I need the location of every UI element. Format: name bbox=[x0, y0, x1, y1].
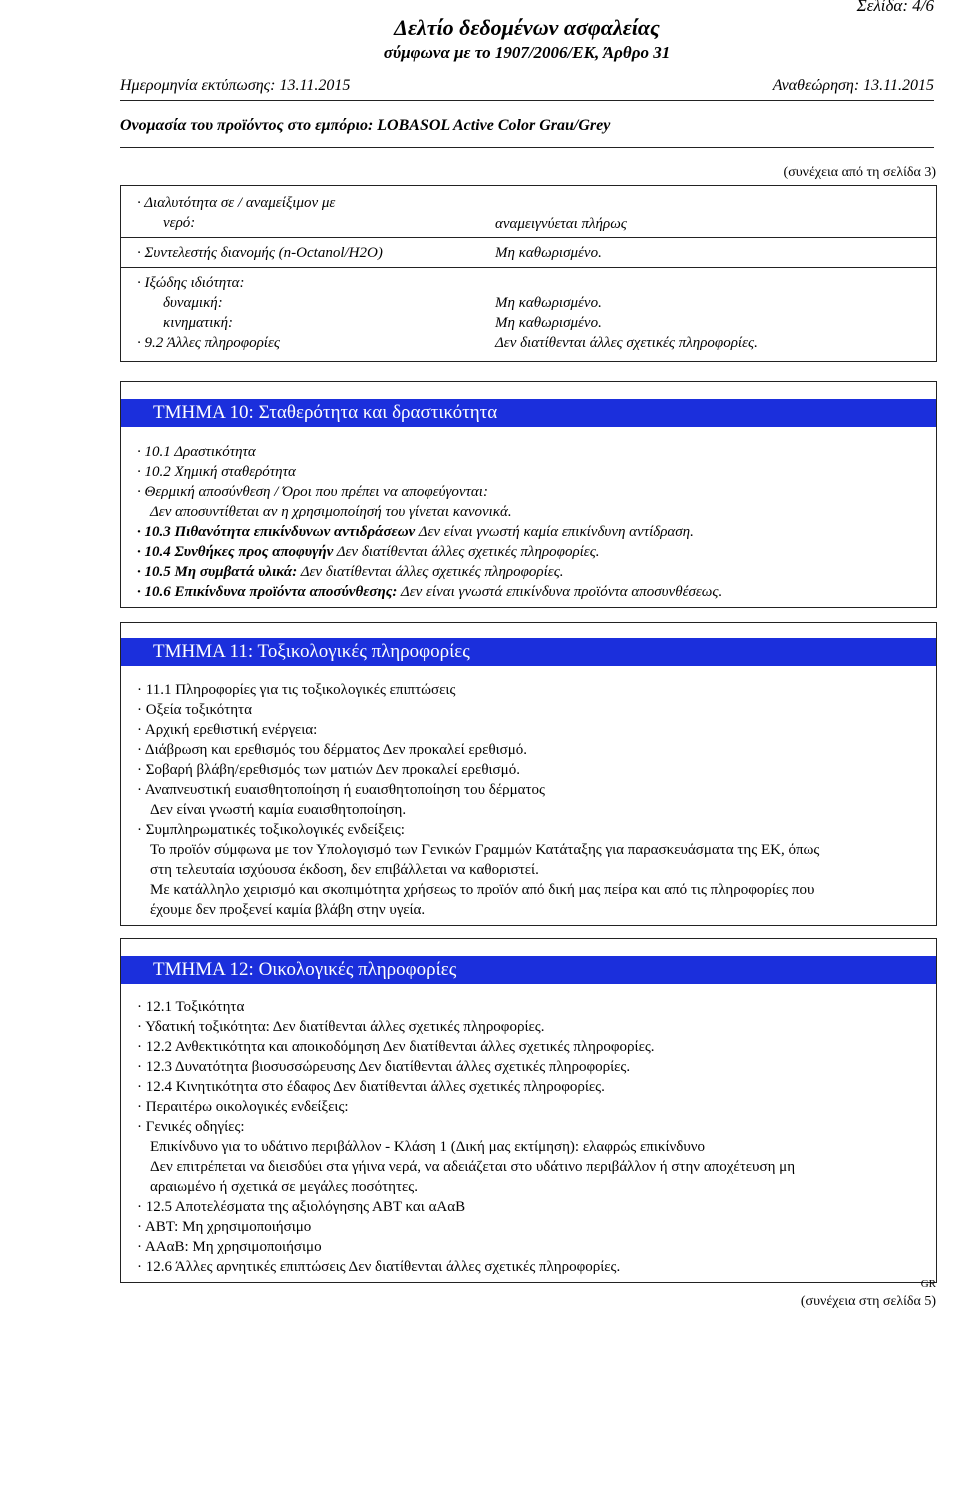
bioaccumulative-potential bbox=[137, 1057, 630, 1077]
value: Μη χρησιμοποιήσιμο bbox=[192, 1239, 322, 1255]
value: Δεν είναι γνωστή καμία επικίνδυνη αντίδραση. bbox=[418, 524, 694, 540]
section-12-box bbox=[120, 938, 937, 1283]
section-9-box bbox=[120, 185, 937, 362]
general-notes-line-1: Επικίνδυνο για το υδάτινο περιβάλλον - Κλάση 1 (Δική μας εκτίμηση): ελαφρώς επικίνδυνο bbox=[150, 1139, 706, 1155]
solubility-label-cont: νερό: bbox=[163, 215, 196, 231]
value: Δεν προκαλεί ερεθισμό. bbox=[382, 742, 528, 758]
decomposition-products bbox=[137, 582, 722, 602]
section-11-box bbox=[120, 622, 937, 926]
label: · ΑΒΤ: bbox=[137, 1219, 179, 1235]
reactivity: · 10.1 Δραστικότητα bbox=[137, 444, 256, 460]
other-info-value: Δεν διατίθενται άλλες σχετικές πληροφορίες. bbox=[495, 335, 758, 351]
label: · 12.6 Άλλες αρνητικές επιπτώσεις bbox=[137, 1259, 346, 1275]
value: Δεν διατίθενται άλλες σχετικές πληροφορίες. bbox=[300, 564, 564, 580]
page-number: Σελίδα: 4/6 bbox=[856, 0, 934, 15]
value: Δεν είναι γνωστά επικίνδυνα προϊόντα αποσυνθέσεως. bbox=[400, 584, 723, 600]
other-info-label: · 9.2 Άλλες πληροφορίες bbox=[137, 335, 280, 351]
value: Δεν διατίθενται άλλες σχετικές πληροφορίες. bbox=[272, 1019, 545, 1035]
toxicological-effects: · 11.1 Πληροφορίες για τις τοξικολογικές επιπτώσεις bbox=[137, 682, 456, 698]
partition-value: Μη καθωρισμένο. bbox=[495, 245, 602, 261]
label: · 10.5 Μη συμβατά υλικά: bbox=[137, 564, 298, 580]
value: Δεν διατίθενται άλλες σχετικές πληροφορίες. bbox=[333, 1079, 605, 1095]
hazardous-reactions bbox=[137, 522, 694, 542]
sensitisation: · Αναπνευστική ευαισθητοποίηση ή ευαισθητοποίηση του δέρματος bbox=[137, 782, 545, 798]
primary-irritant-effect: · Αρχική ερεθιστική ενέργεια: bbox=[137, 722, 318, 738]
value: Δεν προκαλεί ερεθισμό. bbox=[375, 762, 520, 778]
label: · 10.6 Επικίνδυνα προϊόντα αποσύνθεσης: bbox=[137, 584, 398, 600]
incompatible-materials bbox=[137, 562, 564, 582]
language-code: GR bbox=[920, 1278, 936, 1290]
thermal-decomposition-value: Δεν αποσυντίθεται αν η χρησιμοποίησή του γίνεται κανονικά. bbox=[150, 504, 512, 520]
product-divider bbox=[120, 147, 934, 148]
further-ecological-info: · Περαιτέρω οικολογικές ενδείξεις: bbox=[137, 1099, 349, 1115]
kinematic-viscosity-label: κινηματική: bbox=[163, 315, 234, 331]
section-11-heading: ΤΜΗΜΑ 11: Τοξικολογικές πληροφορίες bbox=[121, 638, 936, 666]
continued-to: (συνέχεια στη σελίδα 5) bbox=[800, 1294, 936, 1309]
value: Μη χρησιμοποιήσιμο bbox=[182, 1219, 312, 1235]
label: · 12.3 Δυνατότητα βιοσυσσώρευσης bbox=[137, 1059, 356, 1075]
value: Δεν διατίθενται άλλες σχετικές πληροφορίες. bbox=[358, 1059, 631, 1075]
persistence-degradability bbox=[137, 1037, 655, 1057]
revision-date: Αναθεώρηση: 13.11.2015 bbox=[772, 77, 934, 94]
row-divider bbox=[121, 237, 936, 238]
pbt bbox=[137, 1217, 311, 1237]
skin-corrosion bbox=[137, 740, 527, 760]
kinematic-viscosity-value: Μη καθωρισμένο. bbox=[495, 315, 602, 331]
document-subtitle: σύμφωνα με το 1907/2006/ΕΚ, Άρθρο 31 bbox=[383, 43, 671, 62]
label: · 10.3 Πιθανότητα επικίνδυνων αντιδράσεων bbox=[137, 524, 416, 540]
general-notes: · Γενικές οδηγίες: bbox=[137, 1119, 245, 1135]
pbt-vpvb-results: · 12.5 Αποτελέσματα της αξιολόγησης ΑΒΤ και αΑαΒ bbox=[137, 1199, 466, 1215]
aquatic-toxicity bbox=[137, 1017, 544, 1037]
product-name: Ονομασία του προϊόντος στο εμπόριο: LOBASOL Active Color Grau/Grey bbox=[120, 117, 611, 134]
info-text-line-2: στη τελευταία ισχύουσα έκδοση, δεν επιβάλλεται να καθοριστεί. bbox=[150, 862, 539, 878]
additional-toxicological-info: · Συμπληρωματικές τοξικολογικές ενδείξεις: bbox=[137, 822, 405, 838]
info-text-line-1: Το προϊόν σύμφωνα με τον Υπολογισμό των Γενικών Γραμμών Κατάταξης για παρασκευάσματα της ΕΚ, όπως bbox=[150, 842, 820, 858]
section-12-heading: ΤΜΗΜΑ 12: Οικολογικές πληροφορίες bbox=[121, 956, 936, 984]
general-notes-line-3: αραιωμένο ή σχετικά σε μεγάλες ποσότητες. bbox=[150, 1179, 418, 1195]
info-text-line-3: Με κατάλληλο χειρισμό και σκοπιμότητα χρήσεως το προϊόν από δική μας πείρα και από τις πληροφορίες που bbox=[150, 882, 815, 898]
value: Δεν διατίθενται άλλες σχετικές πληροφορίες. bbox=[336, 544, 600, 560]
dynamic-viscosity-value: Μη καθωρισμένο. bbox=[495, 295, 602, 311]
mobility-in-soil bbox=[137, 1077, 605, 1097]
sensitisation-value: Δεν είναι γνωστή καμία ευαισθητοποίηση. bbox=[150, 802, 407, 818]
acute-toxicity: · Οξεία τοξικότητα bbox=[137, 702, 252, 718]
value: Δεν διατίθενται άλλες σχετικές πληροφορίες. bbox=[382, 1039, 655, 1055]
label: · Διάβρωση και ερεθισμός του δέρματος bbox=[137, 742, 380, 758]
label: · 10.4 Συνθήκες προς αποφυγήν bbox=[137, 544, 334, 560]
label: · Σοβαρή βλάβη/ερεθισμός των ματιών bbox=[137, 762, 373, 778]
document-title: Δελτίο δεδομένων ασφαλείας bbox=[394, 15, 660, 40]
label: · 12.4 Κινητικότητα στο έδαφος bbox=[137, 1079, 331, 1095]
info-text-line-4: έχουμε δεν προξενεί καμία βλάβη στην υγεία. bbox=[150, 902, 426, 918]
partition-label: · Συντελεστής διανομής (n-Octanol/H2O) bbox=[137, 245, 383, 261]
continued-from: (συνέχεια από τη σελίδα 3) bbox=[783, 165, 936, 180]
solubility-label: · Διαλυτότητα σε / αναμείξιμον με bbox=[137, 195, 336, 211]
toxicity: · 12.1 Τοξικότητα bbox=[137, 999, 245, 1015]
dynamic-viscosity-label: δυναμική: bbox=[163, 295, 223, 311]
label: · Υδατική τοξικότητα: bbox=[137, 1019, 270, 1035]
eye-damage bbox=[137, 760, 520, 780]
section-10-heading: ΤΜΗΜΑ 10: Σταθερότητα και δραστικότητα bbox=[121, 399, 936, 427]
label: · ΑΑαΒ: bbox=[137, 1239, 189, 1255]
viscosity-label: · Ιξώδης ιδιότητα: bbox=[137, 275, 245, 291]
thermal-decomposition: · Θερμική αποσύνθεση / Όροι που πρέπει να αποφεύγονται: bbox=[137, 484, 488, 500]
print-date: Ημερομηνία εκτύπωσης: 13.11.2015 bbox=[120, 77, 351, 94]
section-10-box bbox=[120, 381, 937, 608]
chemical-stability: · 10.2 Χημική σταθερότητα bbox=[137, 464, 296, 480]
header-divider bbox=[120, 100, 934, 101]
conditions-to-avoid bbox=[137, 542, 600, 562]
value: Δεν διατίθενται άλλες σχετικές πληροφορίες. bbox=[348, 1259, 621, 1275]
other-adverse-effects bbox=[137, 1257, 620, 1277]
solubility-value: αναμειγνύεται πλήρως bbox=[495, 216, 627, 232]
general-notes-line-2: Δεν επιτρέπεται να διεισδύει στα γήινα νερά, να αδειάζεται στο υδάτινο περιβάλλον ή στην αποχέτευση μη bbox=[150, 1159, 796, 1175]
vpvb bbox=[137, 1237, 322, 1257]
label: · 12.2 Ανθεκτικότητα και αποικοδόμηση bbox=[137, 1039, 380, 1055]
row-divider bbox=[121, 267, 936, 268]
